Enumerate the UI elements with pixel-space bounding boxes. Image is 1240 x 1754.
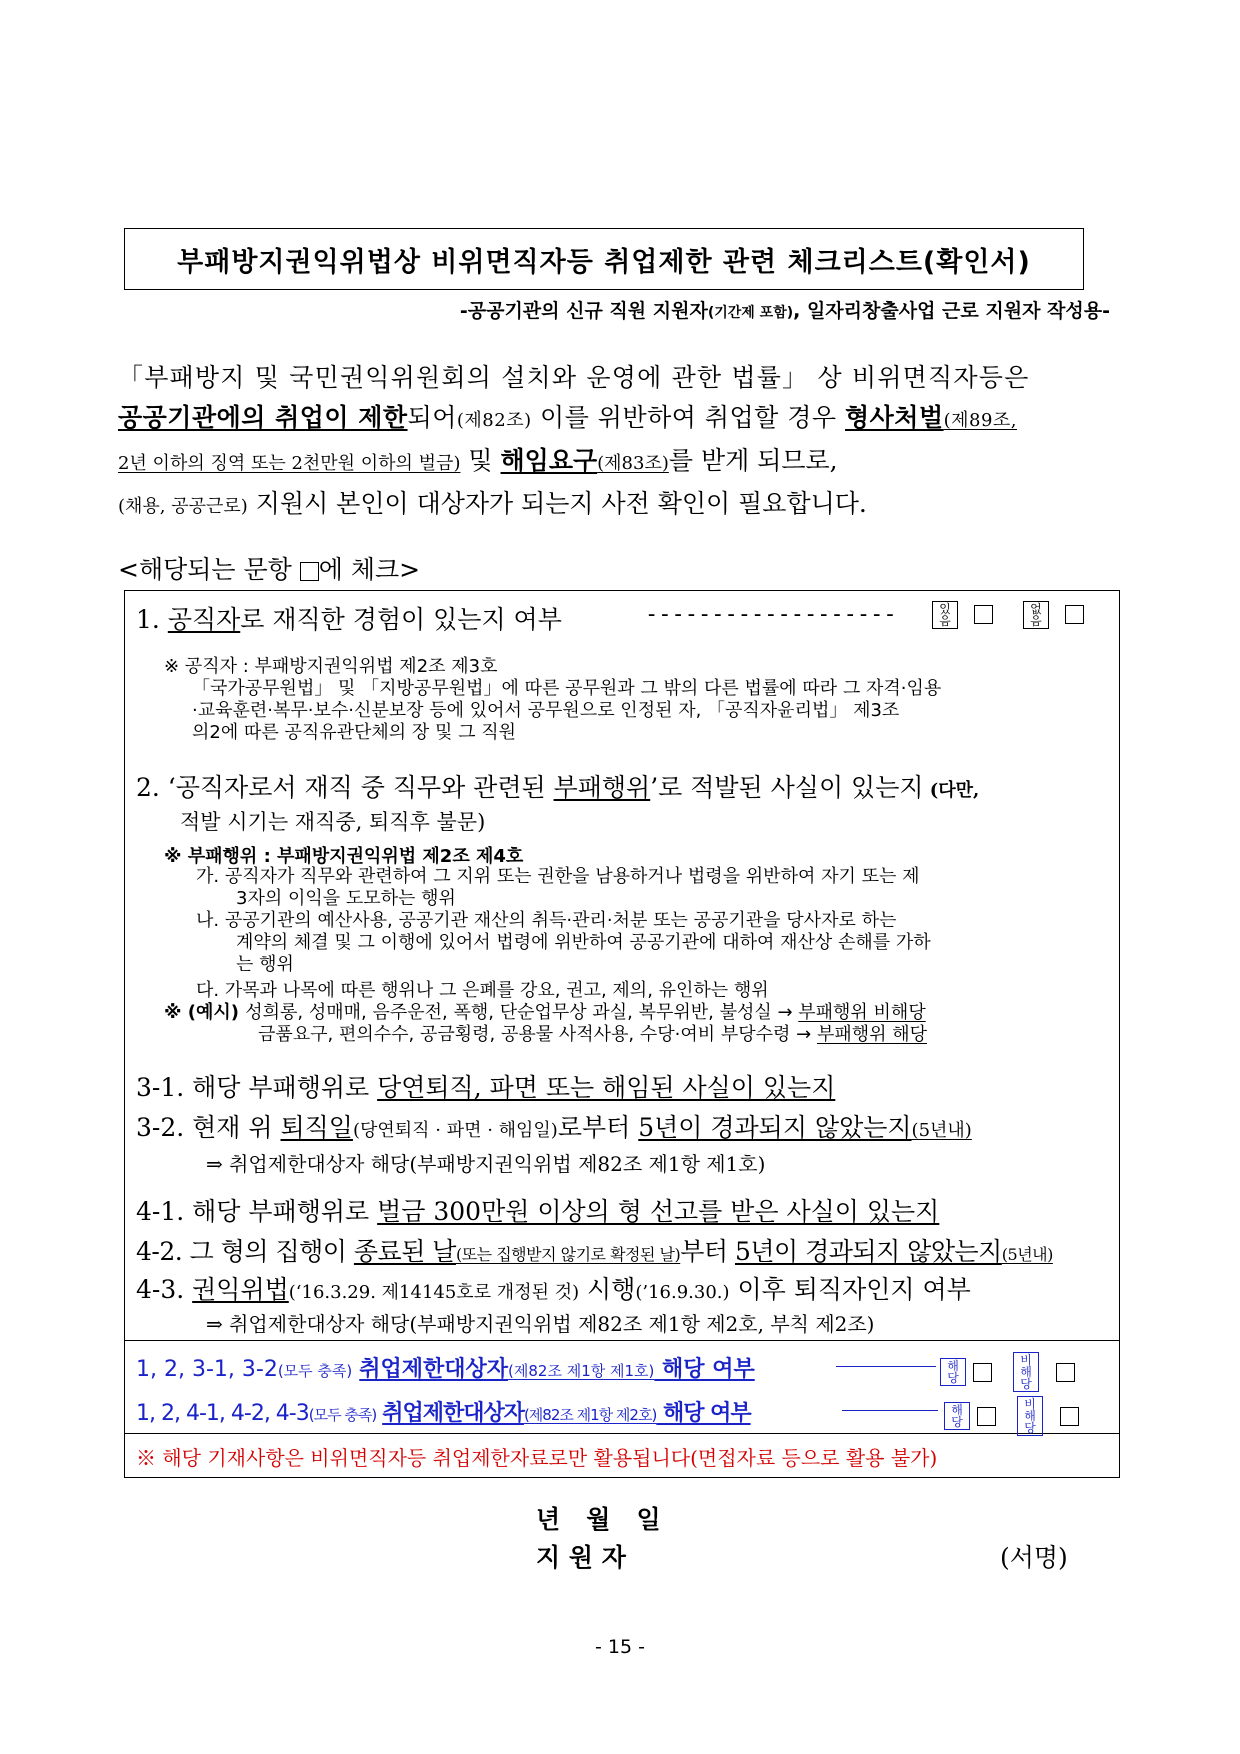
subtitle-post: , 일자리창출사업 근로 지원자 작성용- <box>793 300 1110 322</box>
item-4-text: 부터 <box>680 1237 735 1266</box>
intro-text: 되어 <box>407 403 457 432</box>
summary-1-no-checkbox[interactable] <box>1056 1363 1075 1382</box>
summary-target: 취업제한대상자 <box>382 1401 524 1426</box>
yes-label: 해당 <box>940 1358 966 1386</box>
example-result: 부패행위 해당 <box>816 1024 927 1045</box>
item-1-term: 공직자 <box>167 605 241 634</box>
page-title <box>124 228 1084 290</box>
summary-items: 1, 2, 3-1, 3-2 <box>136 1357 278 1382</box>
subtitle-small: (기간제 포함) <box>707 305 794 321</box>
note-line: 다. 가목과 나목에 따른 행위나 그 은폐를 강요, 권고, 제의, 유인하는 행위 <box>196 980 769 1001</box>
intro-line-2 <box>118 398 1118 441</box>
summary-row-1-options <box>940 1352 1075 1392</box>
item-4-text: 이후 퇴직자인지 여부 <box>729 1275 971 1304</box>
intro-line-1: 「부패방지 및 국민권익위원회의 설치와 운영에 관한 법률」 상 비위면직자등은 <box>118 363 1030 392</box>
note-line: 3자의 이익을 도모하는 행위 <box>236 888 456 909</box>
summary-question: 해당 여부 <box>654 1357 755 1382</box>
intro-article: (제89조, <box>943 410 1018 431</box>
checklist-heading <box>118 550 420 586</box>
usage-warning: ※ 해당 기재사항은 비위면직자등 취업제한자료로만 활용됩니다(면접자료 등으로 활용 불가) <box>136 1446 938 1470</box>
summary-2-no-checkbox[interactable] <box>1060 1407 1079 1426</box>
intro-dismissal: 해임요구 <box>500 446 598 475</box>
no-label: 비해당 <box>1017 1396 1043 1436</box>
signature-label: (서명) <box>1000 1543 1068 1572</box>
item-3-term: 당연퇴직, 파면 또는 해임된 사실이 있는지 <box>377 1073 836 1102</box>
summary-question: 해당 여부 <box>656 1401 751 1426</box>
intro-paragraph <box>118 358 1118 527</box>
item-3-text: 3-1. 해당 부패행위로 <box>136 1073 378 1102</box>
item-4-text: 4-1. 해당 부패행위로 <box>136 1197 378 1226</box>
item-3-2 <box>136 1108 972 1144</box>
page-number: - 15 - <box>595 1636 645 1658</box>
item-2-question <box>136 768 979 804</box>
summary-article: (제82조 제1항 제2호) <box>523 1406 657 1424</box>
item-4-text: 4-3. <box>136 1275 193 1304</box>
summary-leader <box>836 1366 936 1367</box>
subtitle-pre: -공공기관의 신규 직원 지원자 <box>459 300 708 322</box>
summary-1-yes-checkbox[interactable] <box>973 1363 992 1382</box>
intro-line-3 <box>118 441 1118 484</box>
item-4-term: 5년이 경과되지 않았는지 <box>734 1237 1002 1266</box>
example-text: 성희롱, 성매매, 음주운전, 폭행, 단순업무상 과실, 복무위반, 불성실 → <box>245 1002 799 1023</box>
summary-2-yes-checkbox[interactable] <box>977 1407 996 1426</box>
subtitle <box>460 296 1110 323</box>
item-4-1 <box>136 1192 939 1228</box>
summary-row-1 <box>136 1352 755 1383</box>
heading-pre: <해당되는 문항 <box>118 555 300 584</box>
intro-article: (제82조) <box>456 410 532 431</box>
note-line: ·교육훈련·복무·보수·신분보장 등에 있어서 공무원으로 인정된 자, 「공직자윤리법」 제3조 <box>192 700 900 721</box>
item-1-note-body <box>192 678 1112 744</box>
summary-target: 취업제한대상자 <box>359 1357 509 1382</box>
item-1-text: 로 재직한 경험이 있는지 여부 <box>240 605 562 634</box>
item-3-text: 로부터 <box>557 1113 639 1142</box>
intro-restricted: 공공기관에의 취업이 제한 <box>118 403 408 432</box>
summary-article: (제82조 제1항 제1호) <box>508 1362 655 1380</box>
item-4-small: (5년내) <box>1001 1245 1053 1264</box>
summary-divider <box>124 1340 1120 1341</box>
note-line: 의2에 따른 공직유관단체의 장 및 그 직원 <box>192 722 516 743</box>
item-2-line-2: 적발 시기는 재직중, 퇴직후 불문) <box>180 810 486 834</box>
item-4-term: 권익위법 <box>192 1275 289 1304</box>
item-4-text: 4-2. 그 형의 집행이 <box>136 1237 354 1266</box>
summary-leader <box>842 1410 938 1411</box>
intro-penalty: 2년 이하의 징역 또는 2천만원 이하의 벌금) <box>118 453 461 474</box>
intro-text: 이를 위반하여 취업할 경우 <box>531 403 845 432</box>
item-2-text: (다만, <box>923 780 980 801</box>
leader-dashes: ------------------- <box>645 602 897 627</box>
summary-cond: (모두 충족) <box>308 1406 377 1424</box>
note-line: 는 행위 <box>236 954 294 975</box>
item-4-term: 벌금 300만원 이상의 형 선고를 받은 사실이 있는지 <box>377 1197 940 1226</box>
item-4-small: (또는 집행받지 않기로 확정된 날) <box>455 1245 681 1264</box>
item-2-term: 부패행위 <box>553 773 651 802</box>
item-1-note-head: ※ 공직자 : 부패방지권익위법 제2조 제3호 <box>164 656 498 677</box>
item-4-note: ⇒ 취업제한대상자 해당(부패방지권익위법 제82조 제1항 제2호, 부칙 제2조) <box>206 1312 875 1336</box>
yes-label: 있음 <box>932 601 958 629</box>
item-3-text: 3-2. 현재 위 <box>136 1113 281 1142</box>
applicant-label: 지 원 자 <box>536 1543 626 1572</box>
item-4-3 <box>136 1270 971 1306</box>
item-4-small: (‘16.3.29. 제14145호로 개정된 것) <box>288 1282 580 1303</box>
item-1-no-checkbox[interactable] <box>1065 605 1084 624</box>
item-2-text: 2. ‘공직자로서 재직 중 직무와 관련된 <box>136 773 554 802</box>
summary-row-2-options <box>944 1396 1079 1436</box>
checkbox-icon <box>300 562 319 581</box>
item-3-term: 퇴직일 <box>280 1113 353 1142</box>
intro-line-4 <box>118 484 1118 527</box>
item-2-text: ’로 적발된 사실이 있는지 <box>650 773 924 802</box>
item-number: 1. <box>136 605 168 634</box>
intro-scope: (채용, 공공근로) <box>118 496 248 517</box>
no-label: 없음 <box>1023 601 1049 629</box>
item-2-note-head: ※ 부패행위 : 부패방지권익위법 제2조 제4호 <box>164 846 524 867</box>
note-line: 계약의 체결 및 그 이행에 있어서 법령에 위반하여 공공기관에 대하여 재산상 손해를 가하 <box>236 932 931 953</box>
intro-criminal: 형사처벌 <box>845 403 944 432</box>
item-2-note-body <box>196 866 931 1002</box>
note-line: 나. 공공기관의 예산사용, 공공기관 재산의 취득·관리·처분 또는 공공기관을 당사자로 하는 <box>196 910 897 931</box>
item-4-small: (’16.9.30.) <box>635 1282 730 1303</box>
item-3-small: (5년내) <box>911 1120 972 1141</box>
intro-article: (제83조) <box>597 453 669 474</box>
intro-text: 를 받게 되므로, <box>668 446 838 475</box>
title-text: 부패방지권익위법상 비위면직자등 취업제한 관련 체크리스트(확인서) <box>177 246 1031 278</box>
item-2-examples <box>164 1002 927 1046</box>
item-3-note: ⇒ 취업제한대상자 해당(부패방지권익위법 제82조 제1항 제1호) <box>206 1152 766 1176</box>
intro-text: 지원시 본인이 대상자가 되는지 사전 확인이 필요합니다. <box>247 489 867 518</box>
summary-items: 1, 2, 4-1, 4-2, 4-3 <box>136 1401 309 1426</box>
item-3-small: (당연퇴직 · 파면 · 해임일) <box>352 1120 558 1141</box>
item-4-text: 시행 <box>579 1275 636 1304</box>
intro-text: 및 <box>460 446 501 475</box>
summary-cond: (모두 충족) <box>277 1362 353 1380</box>
date-line: 년 월 일 <box>536 1505 661 1534</box>
example-result: 부패행위 비해당 <box>798 1002 926 1023</box>
item-3-1 <box>136 1068 835 1104</box>
heading-post: 에 체크> <box>318 555 421 584</box>
item-1-yes-checkbox[interactable] <box>974 605 993 624</box>
item-4-2 <box>136 1232 1053 1268</box>
item-1-options <box>932 598 1084 629</box>
item-3-term: 5년이 경과되지 않았는지 <box>638 1113 912 1142</box>
example-text: 금품요구, 편의수수, 공금횡령, 공용물 사적사용, 수당·여비 부당수령 → <box>258 1024 817 1045</box>
item-1-question <box>136 600 562 636</box>
example-label: ※ (예시) <box>164 1002 246 1023</box>
yes-label: 해당 <box>944 1402 970 1430</box>
no-label: 비해당 <box>1013 1352 1039 1392</box>
note-line: 가. 공직자가 직무와 관련하여 그 지위 또는 권한을 남용하거나 법령을 위반하여 자기 또는 제 <box>196 866 920 887</box>
note-line: 「국가공무원법」 및 「지방공무원법」에 따른 공무원과 그 밖의 다른 법률에 따라 그 자격·임용 <box>192 678 942 699</box>
summary-row-2 <box>136 1396 751 1427</box>
item-4-term: 종료된 날 <box>353 1237 456 1266</box>
